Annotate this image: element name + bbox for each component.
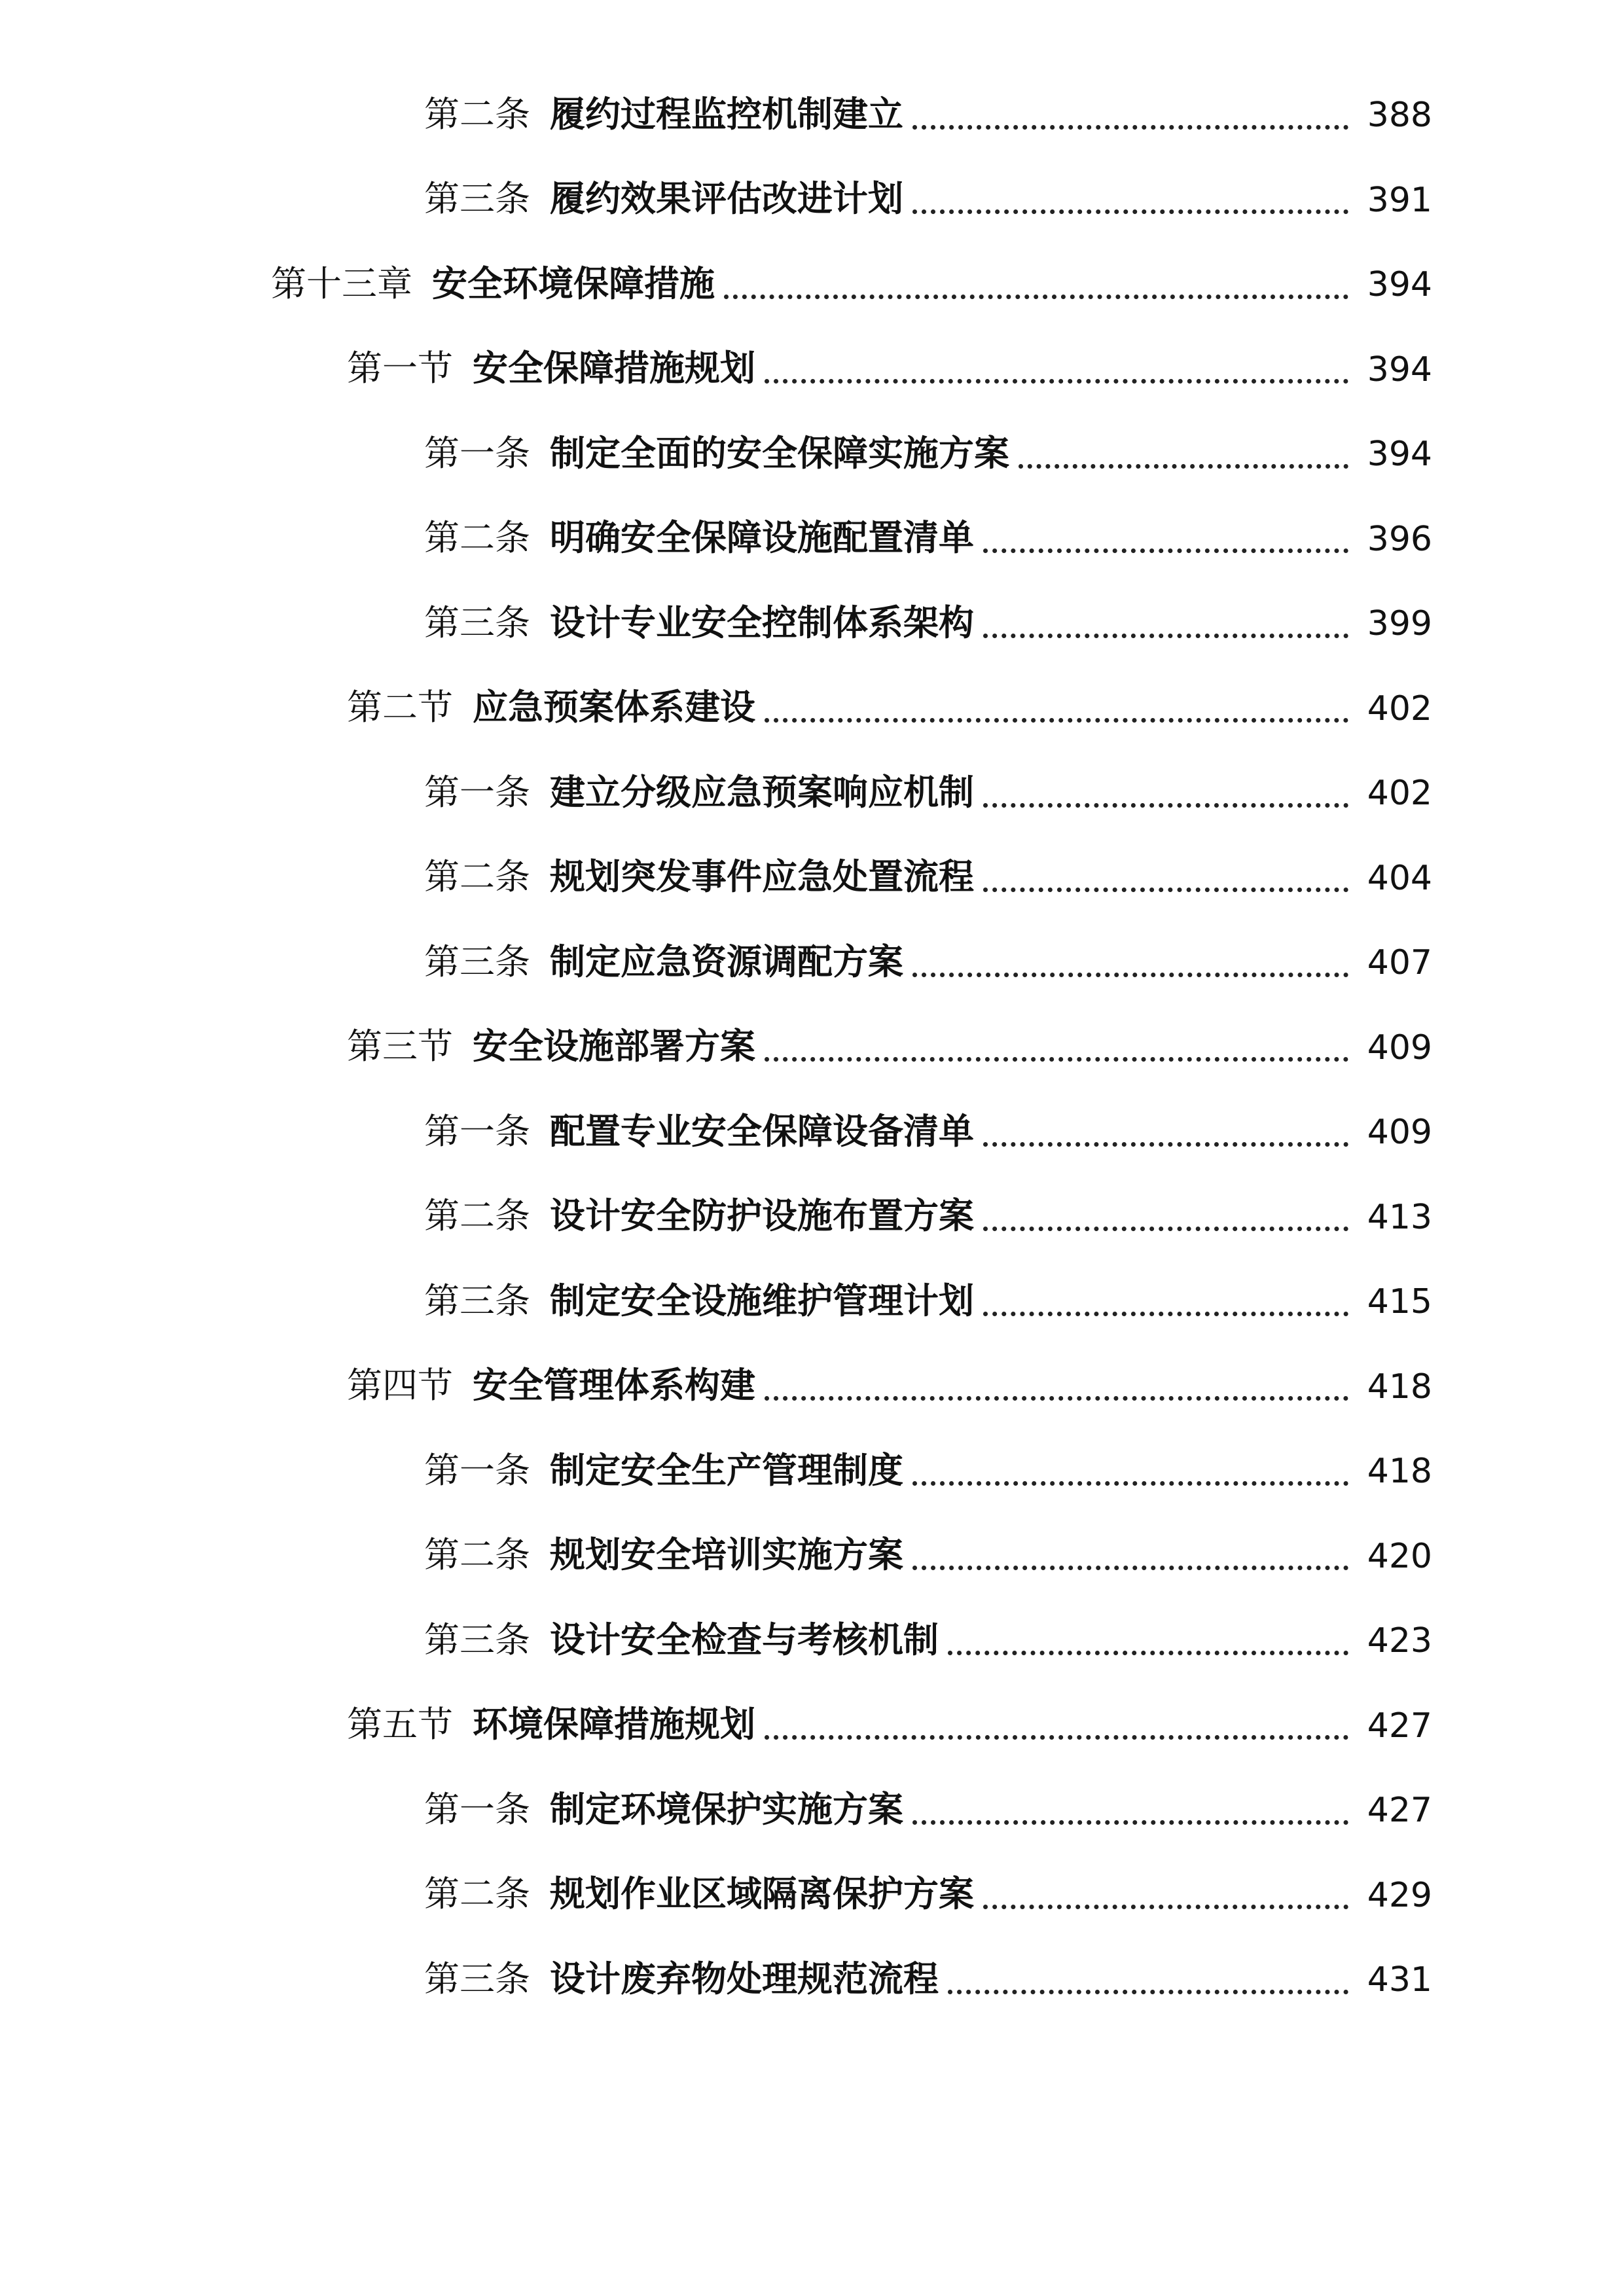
toc-entry[interactable] [0,402,1624,487]
dot-leader [912,1566,1348,1570]
toc-entry[interactable] [0,63,1624,148]
toc-entry-page: 404 [1367,858,1432,898]
toc-entry-number: 第三条 [424,178,530,220]
toc-entry-page: 418 [1367,1452,1432,1492]
toc-entry[interactable] [0,1674,1624,1759]
toc-entry-page: 431 [1367,1960,1432,2000]
toc-entry-title: 制定全面的安全保障实施方案 [550,432,1009,474]
toc-entry-title: 明确安全保障设施配置清单 [550,517,974,559]
toc-entry-page: 402 [1367,774,1432,814]
toc-entry-page: 409 [1367,1113,1432,1153]
toc-entry-title: 履约过程监控机制建立 [550,93,903,135]
toc-entry[interactable] [0,1504,1624,1589]
dot-leader [983,1227,1348,1231]
toc-entry-number: 第一条 [424,1110,530,1152]
toc-entry-number: 第三条 [424,1619,530,1660]
toc-entry[interactable] [0,1843,1624,1928]
toc-entry-page: 394 [1367,350,1432,389]
toc-entry-page: 429 [1367,1875,1432,1915]
dot-leader [912,973,1348,977]
toc-entry[interactable] [0,826,1624,911]
dot-leader [765,1396,1348,1401]
toc-entry-number: 第四节 [347,1365,453,1407]
toc-entry[interactable] [0,656,1624,742]
toc-entry-title: 设计安全防护设施布置方案 [550,1195,974,1237]
toc-entry-number: 第二节 [347,687,453,728]
dot-leader [983,803,1348,808]
toc-entry-number: 第一条 [424,771,530,813]
toc-entry-page: 415 [1367,1282,1432,1322]
dot-leader [983,1312,1348,1316]
dot-leader [765,1057,1348,1062]
toc-entry-page: 427 [1367,1706,1432,1746]
toc-entry-number: 第三条 [424,1958,530,2000]
dot-leader [983,634,1348,638]
toc-entry-number: 第二条 [424,1534,530,1576]
dot-leader [912,1820,1348,1825]
dot-leader [912,1481,1348,1486]
toc-entry-page: 388 [1367,96,1432,135]
toc-entry-number: 第二条 [424,93,530,135]
toc-entry-page: 409 [1367,1028,1432,1067]
dot-leader [765,718,1348,723]
toc-entry-number: 第五节 [347,1704,453,1746]
toc-entry[interactable] [0,1928,1624,2013]
dot-leader [983,1905,1348,1909]
toc-entry-page: 420 [1367,1536,1432,1576]
toc-entry-title: 安全保障措施规划 [473,348,755,389]
dot-leader [983,888,1348,892]
toc-entry-page: 399 [1367,604,1432,644]
toc-entry[interactable] [0,1758,1624,1843]
dot-leader [912,209,1348,214]
toc-entry-number: 第一条 [424,1788,530,1830]
toc-entry-number: 第三节 [347,1026,453,1067]
toc-entry-number: 第二条 [424,1195,530,1237]
toc-entry-number: 第一节 [347,348,453,389]
toc-entry-title: 应急预案体系建设 [473,687,755,728]
toc-entry-title: 设计安全检查与考核机制 [550,1619,939,1660]
toc-entry-title: 安全管理体系构建 [473,1365,755,1407]
toc-entry[interactable] [0,1080,1624,1165]
toc-entry-page: 427 [1367,1791,1432,1831]
toc-entry-title: 安全环境保障措施 [432,262,715,304]
toc-entry[interactable] [0,1419,1624,1504]
toc-entry-title: 设计废弃物处理规范流程 [550,1958,939,2000]
toc-entry-number: 第二条 [424,517,530,559]
toc-entry-title: 规划安全培训实施方案 [550,1534,903,1576]
toc-entry-title: 安全设施部署方案 [473,1026,755,1067]
toc-entry-page: 396 [1367,519,1432,559]
toc-entry-number: 第二条 [424,856,530,898]
toc-entry-number: 第一条 [424,1449,530,1491]
toc-entry-title: 制定环境保护实施方案 [550,1788,903,1830]
dot-leader [912,125,1348,130]
toc-entry[interactable] [0,317,1624,403]
toc-entry-number: 第三条 [424,1280,530,1321]
toc-entry-page: 394 [1367,435,1432,475]
toc-entry-number: 第二条 [424,1873,530,1915]
toc-entry-number: 第一条 [424,432,530,474]
dot-leader [724,295,1348,299]
toc-entry[interactable] [0,571,1624,656]
toc-entry-page: 407 [1367,943,1432,983]
dot-leader [765,1735,1348,1740]
toc-entry[interactable] [0,910,1624,996]
toc-entry-page: 423 [1367,1621,1432,1661]
toc-entry-title: 配置专业安全保障设备清单 [550,1110,974,1152]
toc-entry-number: 第三条 [424,941,530,982]
toc-entry-page: 391 [1367,180,1432,220]
dot-leader [948,1651,1348,1655]
toc-entry-title: 设计专业安全控制体系架构 [550,601,974,643]
toc-entry[interactable] [0,1249,1624,1335]
toc-entry-title: 制定安全生产管理制度 [550,1449,903,1491]
toc-entry[interactable] [0,996,1624,1081]
toc-entry-page: 413 [1367,1197,1432,1237]
toc-entry[interactable] [0,1588,1624,1674]
toc-entry-page: 402 [1367,689,1432,728]
toc-entry-title: 环境保障措施规划 [473,1704,755,1746]
toc-entry-page: 394 [1367,265,1432,305]
toc-entry[interactable] [0,148,1624,233]
toc-entry-title: 制定应急资源调配方案 [550,941,903,982]
toc-entry[interactable] [0,487,1624,572]
toc-entry[interactable] [0,1335,1624,1420]
toc-entry[interactable] [0,741,1624,826]
dot-leader [948,1990,1348,1994]
dot-leader [983,548,1348,553]
toc-entry-number: 第十三章 [271,262,412,304]
toc-entry-title: 建立分级应急预案响应机制 [550,771,974,813]
toc-entry-page: 418 [1367,1367,1432,1407]
toc-entry-title: 履约效果评估改进计划 [550,178,903,220]
toc-entry-title: 规划突发事件应急处置流程 [550,856,974,898]
table-of-contents [0,63,1624,2013]
toc-entry-title: 制定安全设施维护管理计划 [550,1280,974,1321]
toc-entry[interactable] [0,1165,1624,1250]
dot-leader [1019,464,1348,469]
dot-leader [765,379,1348,384]
toc-entry[interactable] [0,232,1624,317]
toc-entry-number: 第三条 [424,601,530,643]
dot-leader [983,1142,1348,1147]
toc-entry-title: 规划作业区域隔离保护方案 [550,1873,974,1915]
